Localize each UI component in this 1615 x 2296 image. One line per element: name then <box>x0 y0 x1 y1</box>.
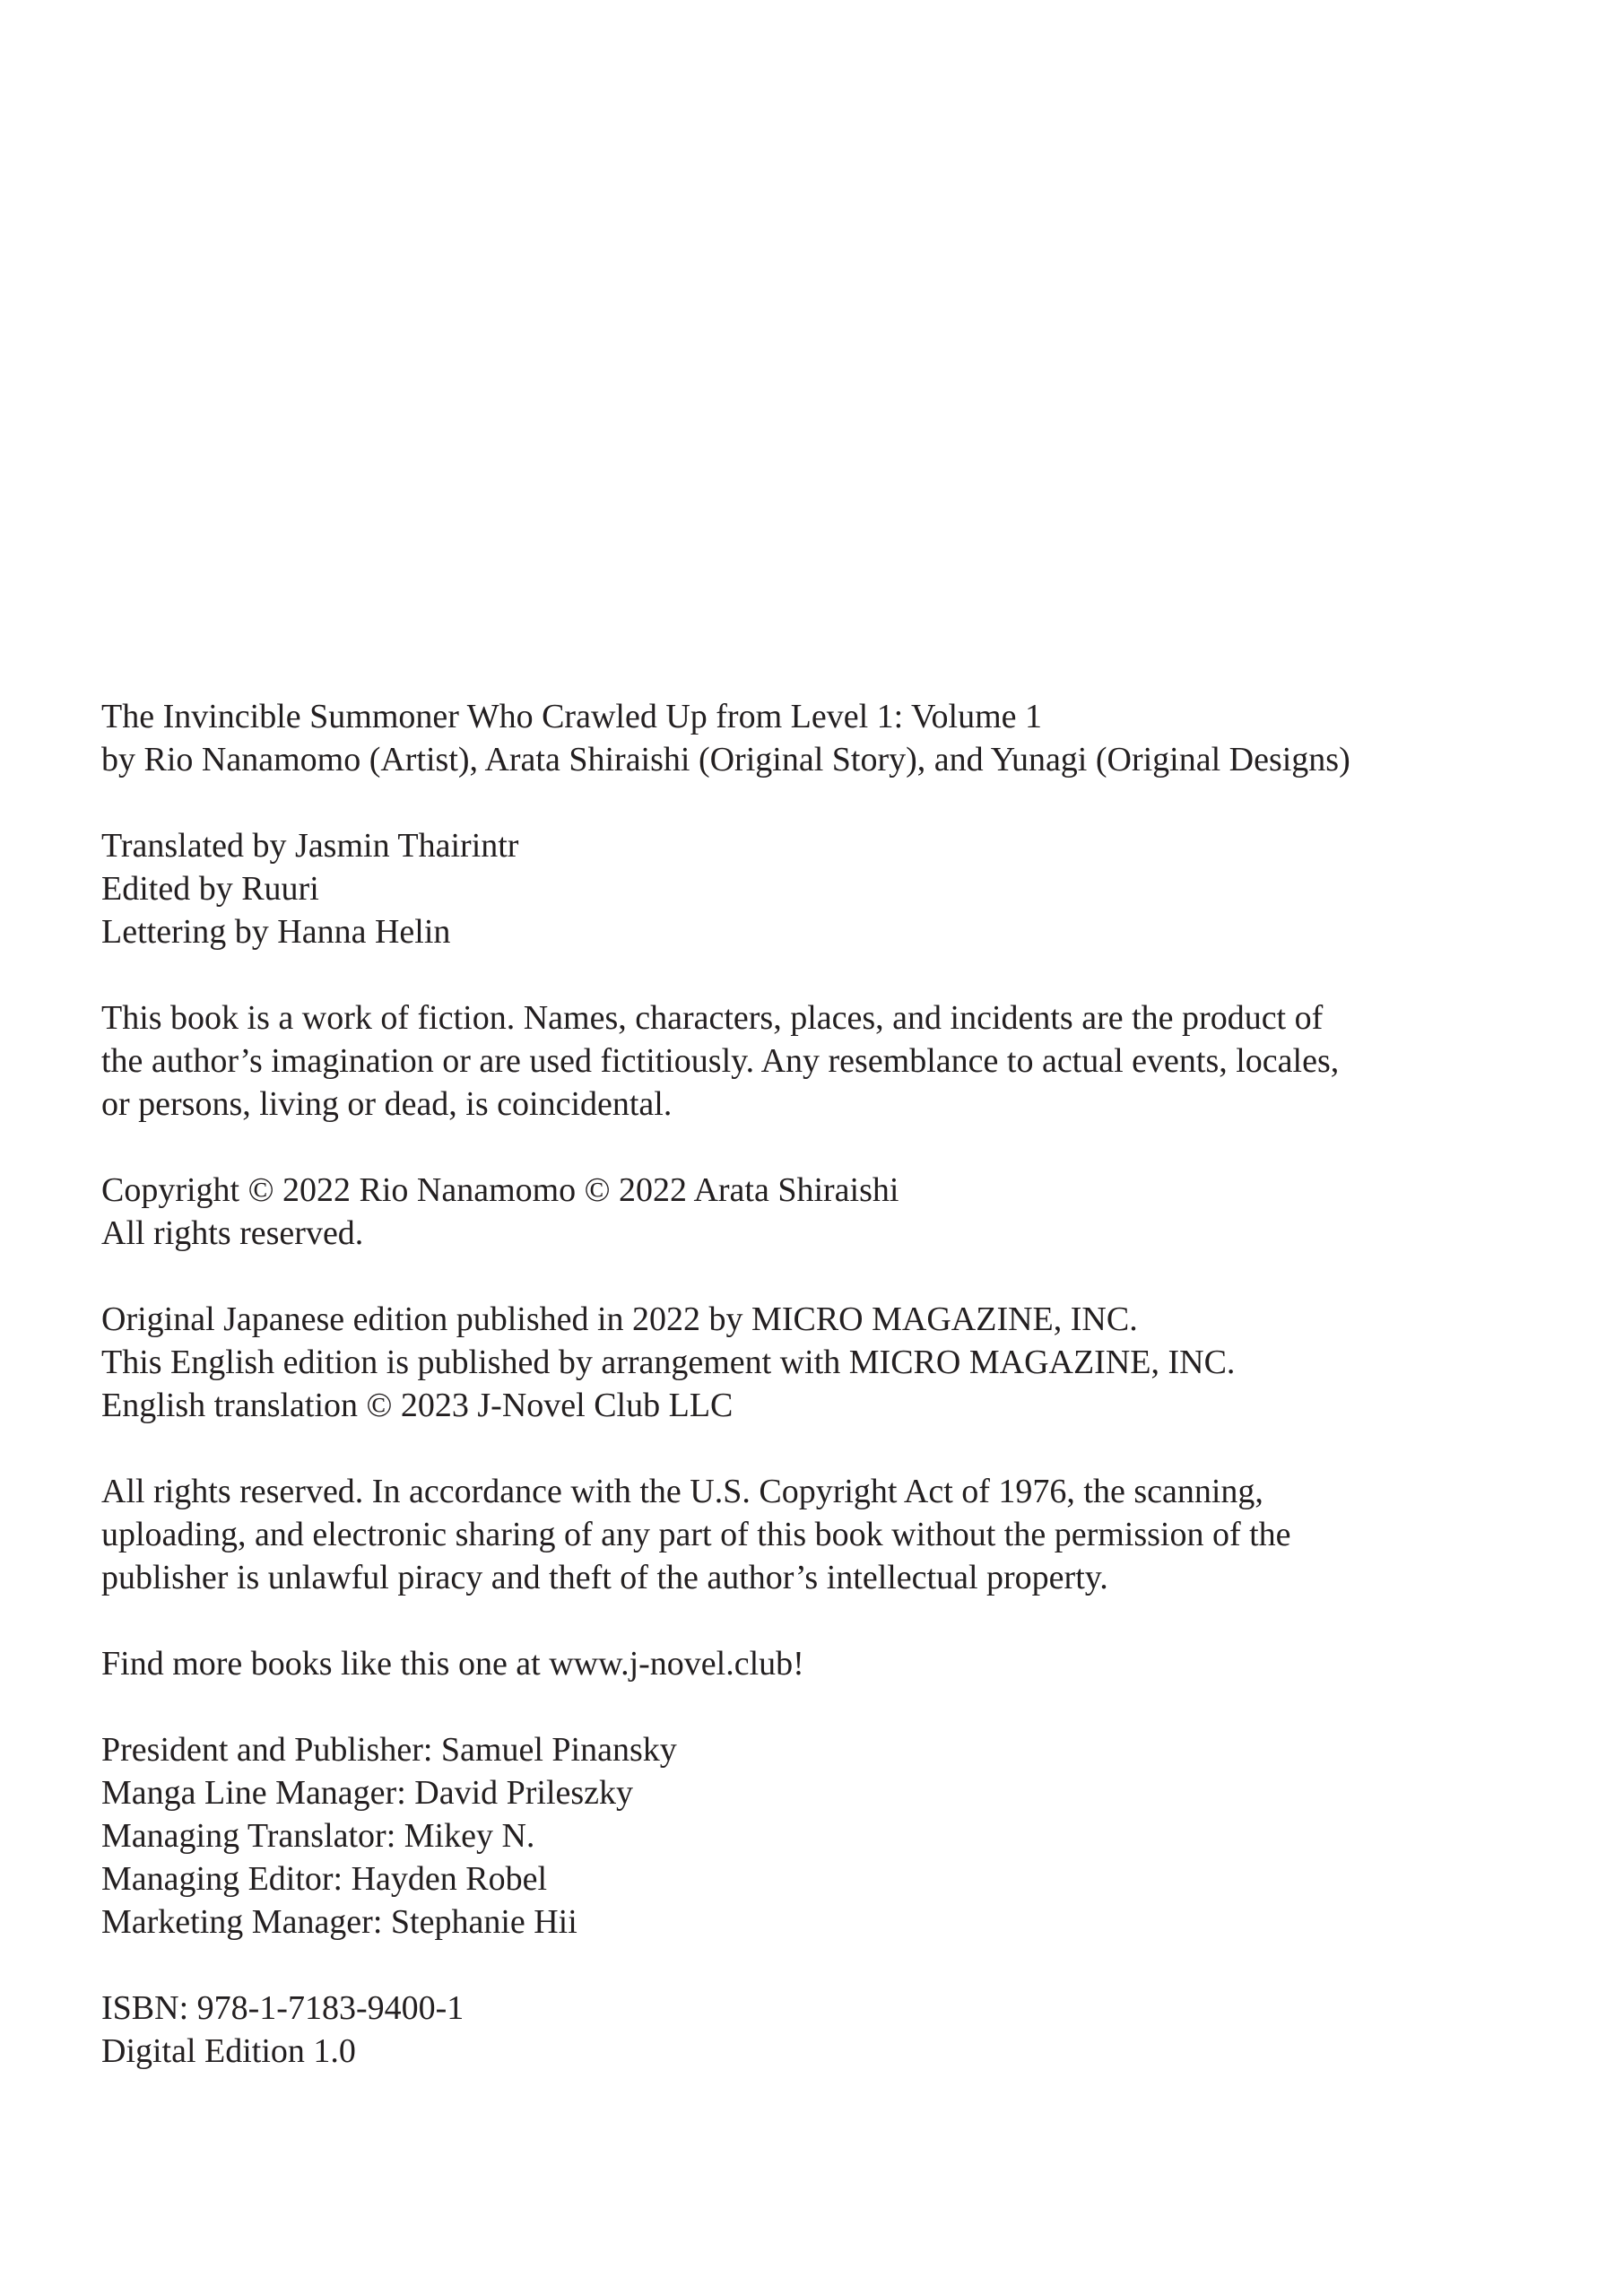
staff-marketing: Marketing Manager: Stephanie Hii <box>101 1903 577 1941</box>
rights-notice-line: All rights reserved. In accordance with the U.S. Copyright Act of 1976, the scanning, <box>101 1473 1263 1510</box>
staff-publisher: President and Publisher: Samuel Pinansky <box>101 1731 677 1769</box>
copyright-block <box>101 1169 1536 1255</box>
rights-notice <box>101 1470 1536 1599</box>
copyright-line: Copyright © 2022 Rio Nanamomo © 2022 Arata Shiraishi <box>101 1171 899 1209</box>
translation-copyright-line: English translation © 2023 J-Novel Club LLC <box>101 1387 734 1424</box>
letterer-credit: Lettering by Hanna Helin <box>101 913 451 951</box>
editor-credit: Edited by Ruuri <box>101 870 319 908</box>
website-block <box>101 1642 1536 1685</box>
isbn-line: ISBN: 978-1-7183-9400-1 <box>101 1989 465 2027</box>
copyright-text <box>101 695 1536 2116</box>
english-edition-line: This English edition is published by arrangement with MICRO MAGAZINE, INC. <box>101 1344 1236 1381</box>
staff-editor: Managing Editor: Hayden Robel <box>101 1860 548 1898</box>
staff-translator: Managing Translator: Mikey N. <box>101 1817 535 1855</box>
rights-notice-line: publisher is unlawful piracy and theft of the author’s intellectual property. <box>101 1559 1108 1596</box>
staff-block <box>101 1728 1536 1944</box>
isbn-block <box>101 1987 1536 2073</box>
disclaimer-line: or persons, living or dead, is coincidental. <box>101 1085 673 1123</box>
book-title: The Invincible Summoner Who Crawled Up from Level 1: Volume 1 <box>101 698 1043 735</box>
disclaimer-line: the author’s imagination or are used fictitiously. Any resemblance to actual events, locales, <box>101 1042 1340 1080</box>
edition-version-line: Digital Edition 1.0 <box>101 2032 356 2070</box>
original-edition-line: Original Japanese edition published in 2022 by MICRO MAGAZINE, INC. <box>101 1300 1138 1338</box>
staff-manga-manager: Manga Line Manager: David Prileszky <box>101 1774 634 1812</box>
rights-notice-line: uploading, and electronic sharing of any part of this book without the permission of the <box>101 1516 1291 1553</box>
edition-block <box>101 1298 1536 1427</box>
disclaimer-line: This book is a work of fiction. Names, characters, places, and incidents are the product of <box>101 999 1324 1037</box>
title-block <box>101 695 1536 781</box>
credits-block <box>101 824 1536 953</box>
website-line: Find more books like this one at www.j-novel.club! <box>101 1645 804 1683</box>
rights-reserved-line: All rights reserved. <box>101 1214 364 1252</box>
book-authors: by Rio Nanamomo (Artist), Arata Shiraishi (Original Story), and Yunagi (Original Designs) <box>101 741 1350 778</box>
fiction-disclaimer <box>101 996 1536 1126</box>
translator-credit: Translated by Jasmin Thairintr <box>101 827 519 865</box>
